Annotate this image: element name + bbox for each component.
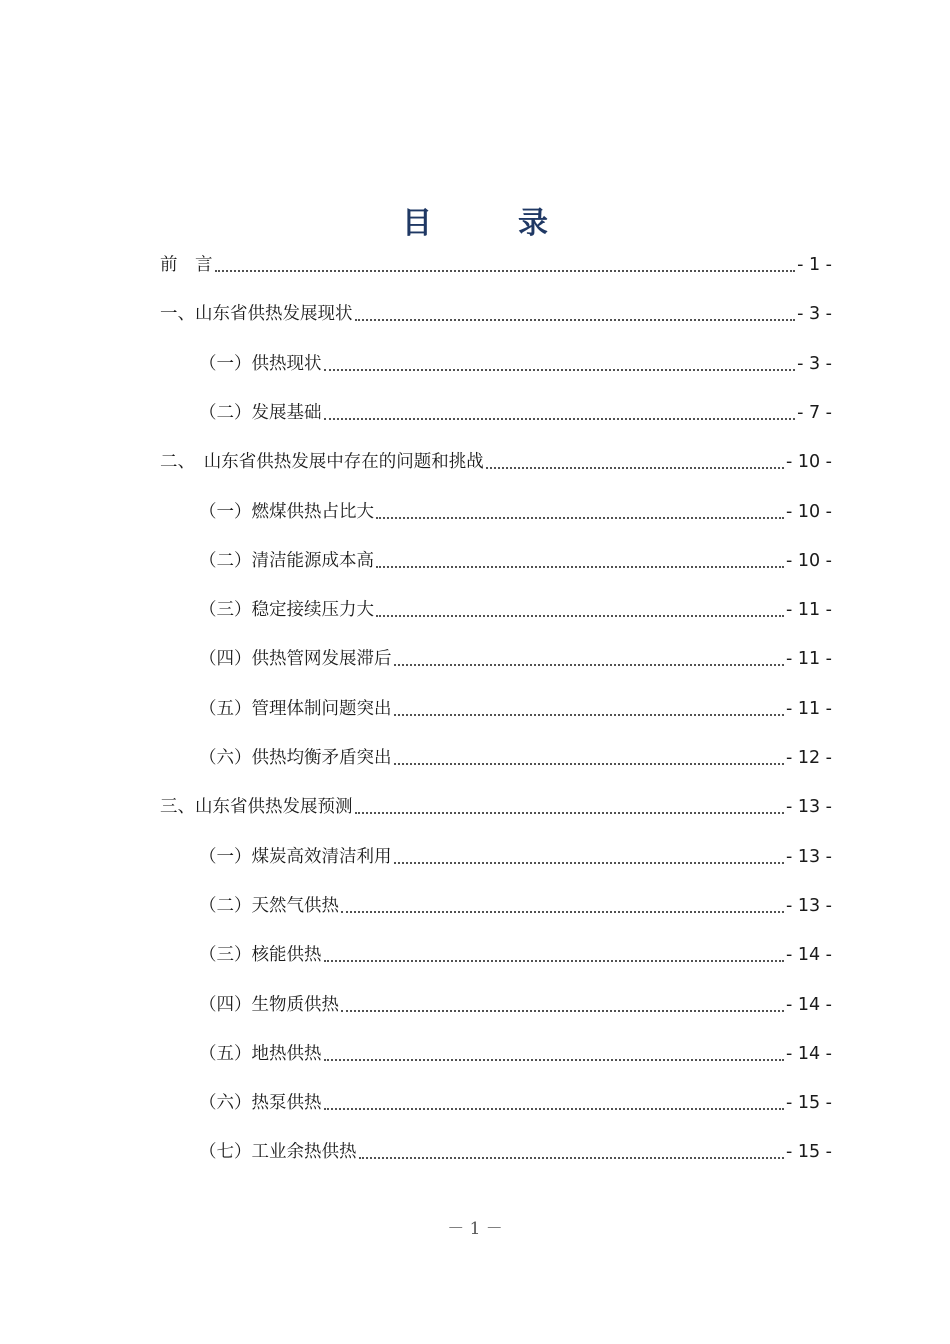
toc-entry-page: - 11 - <box>785 649 832 670</box>
toc-entry-label: （四）供热管网发展滞后 <box>199 649 392 670</box>
toc-dot-leader <box>394 763 784 765</box>
toc-dot-leader <box>359 1157 784 1159</box>
toc-dot-leader <box>324 418 796 420</box>
toc-entry-page: - 14 - <box>785 1043 832 1064</box>
toc-dot-leader <box>394 862 784 864</box>
toc-entry-page: - 13 - <box>785 846 832 867</box>
toc-entry[interactable] <box>160 250 832 280</box>
toc-entry-page: - 10 - <box>785 452 832 473</box>
toc-dot-leader <box>486 467 784 469</box>
toc-entry-label: 三、山东省供热发展预测 <box>160 797 353 818</box>
toc-dot-leader <box>215 270 796 272</box>
toc-entry-label: 前 言 <box>160 255 213 275</box>
toc-entry-label: （二）发展基础 <box>199 402 322 423</box>
toc-dot-leader <box>394 664 784 666</box>
toc-entry-label: （五）地热供热 <box>199 1043 322 1064</box>
toc-entry[interactable] <box>199 842 832 872</box>
toc-entry[interactable] <box>160 447 832 477</box>
toc-entry-page: - 13 - <box>785 895 832 916</box>
toc-entry-label: （二）清洁能源成本高 <box>199 550 374 571</box>
toc-dot-leader <box>376 517 784 519</box>
toc-entry[interactable] <box>199 891 832 921</box>
toc-entry-label: （一）煤炭高效清洁利用 <box>199 846 392 867</box>
toc-dot-leader <box>341 911 784 913</box>
toc-entry[interactable] <box>199 1088 832 1118</box>
toc-dot-leader <box>324 369 796 371</box>
toc-entry-page: - 14 - <box>785 945 832 966</box>
toc-entry-label: （七）工业余热供热 <box>199 1142 357 1163</box>
toc-entry[interactable] <box>199 349 832 379</box>
toc-entry-label: （三）稳定接续压力大 <box>199 600 374 621</box>
toc-entry-label: （一）供热现状 <box>199 353 322 374</box>
toc-entry-label: （五）管理体制问题突出 <box>199 698 392 719</box>
toc-entry-label: （一）燃煤供热占比大 <box>199 501 374 522</box>
toc-entry-label: （三）核能供热 <box>199 945 322 966</box>
toc-entry-label: （四）生物质供热 <box>199 994 339 1015</box>
toc-entry-page: - 15 - <box>785 1142 832 1163</box>
toc-entry-page: - 1 - <box>797 255 832 275</box>
toc-entry[interactable] <box>199 990 832 1020</box>
toc-entry[interactable] <box>199 940 832 970</box>
toc-entry-page: - 11 - <box>785 698 832 719</box>
toc-dot-leader <box>394 714 784 716</box>
toc-entry-label: 二、 山东省供热发展中存在的问题和挑战 <box>160 452 484 473</box>
toc-entry[interactable] <box>199 1137 832 1167</box>
toc-dot-leader <box>341 1010 784 1012</box>
toc-entry-page: - 14 - <box>785 994 832 1015</box>
toc-dot-leader <box>324 1108 784 1110</box>
page-title: 目 录 <box>402 206 576 241</box>
toc-entry-label: （二）天然气供热 <box>199 895 339 916</box>
toc-entry-label: 一、山东省供热发展现状 <box>160 304 353 325</box>
toc-dot-leader <box>355 812 784 814</box>
toc-entry-page: - 12 - <box>785 748 832 768</box>
page-number-footer: － 1 － <box>447 1219 503 1239</box>
toc-entry[interactable] <box>199 1039 832 1069</box>
toc-entry-page: - 13 - <box>785 797 832 818</box>
toc-entry-page: - 3 - <box>797 353 832 374</box>
toc-entry-page: - 7 - <box>797 402 832 423</box>
toc-entry[interactable] <box>160 299 832 329</box>
toc-dot-leader <box>324 1059 784 1061</box>
toc-entry[interactable] <box>199 694 832 724</box>
toc-dot-leader <box>376 615 784 617</box>
toc-entry-label: （六）热泵供热 <box>199 1093 322 1114</box>
toc-entry-label: （六）供热均衡矛盾突出 <box>199 748 392 768</box>
toc-entry[interactable] <box>199 595 832 625</box>
toc-entry-page: - 15 - <box>785 1093 832 1114</box>
toc-entry[interactable] <box>199 497 832 527</box>
toc-entry-page: - 3 - <box>797 304 832 325</box>
toc-entry-page: - 10 - <box>785 501 832 522</box>
toc-entry[interactable] <box>199 546 832 576</box>
toc-dot-leader <box>355 319 796 321</box>
toc-dot-leader <box>376 566 784 568</box>
toc-entry[interactable] <box>199 644 832 674</box>
toc-entry[interactable] <box>160 792 832 822</box>
toc-dot-leader <box>324 960 784 962</box>
toc-entry[interactable] <box>199 743 832 773</box>
toc-entry-page: - 11 - <box>785 600 832 621</box>
toc-entry-page: - 10 - <box>785 550 832 571</box>
toc-entry[interactable] <box>199 398 832 428</box>
